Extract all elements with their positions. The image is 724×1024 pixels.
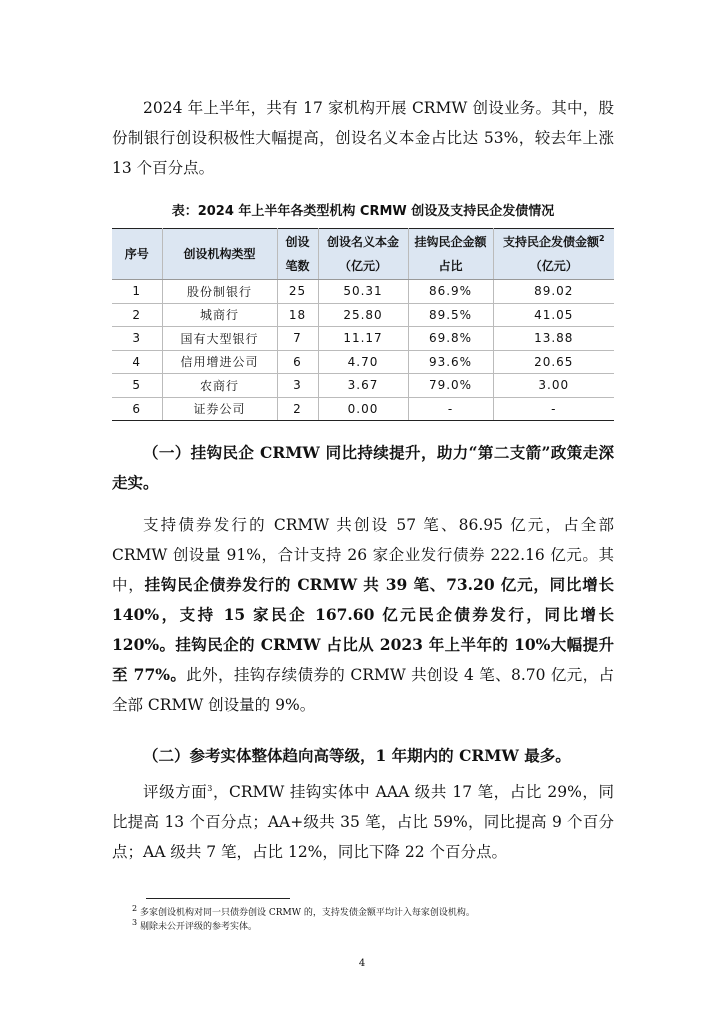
cell-count: 2 (277, 397, 318, 421)
cell-share: - (408, 397, 493, 421)
header-share: 挂钩民企金额占比 (408, 229, 493, 280)
table-row (112, 374, 614, 398)
cell-amount: - (493, 397, 614, 421)
cell-no: 5 (112, 374, 162, 398)
header-notional: 创设名义本金（亿元） (318, 229, 408, 280)
intro-paragraph: 2024 年上半年，共有 17 家机构开展 CRMW 创设业务。其中，股份制银行创设积极性大幅提高，创设名义本金占比达 53%，较去年上涨 13 个百分点。 (112, 99, 614, 177)
paragraph-2 (112, 510, 614, 720)
header-amount: 支持民企发债金额$^2$（亿元） (493, 229, 614, 280)
table-caption: 表：2024 年上半年各类型机构 CRMW 创设及支持民企发债情况 (171, 204, 555, 219)
paragraph-2-text: 支持债券发行的 CRMW 共创设 57 笔、86.95 亿元，占全部 CRMW 创设量 91%，合计支持 26 家企业发行债券 222.16 亿元。其中， (112, 516, 614, 594)
section-heading-1: （一）挂钩民企 CRMW 同比持续提升，助力“第二支箭”政策走深走实。 (112, 443, 614, 492)
cell-notional: 11.17 (318, 327, 408, 351)
paragraph-3: 评级方面$^3$，CRMW 挂钩实体中 AAA 级共 17 笔，占比 29%，同比提高 13 个百分点；AA+级共 35 笔，占比 59%，同比提高 9 个百分点；AA 级共 7 笔，占比 12%，同比下降 22 个百分点。 (112, 783, 614, 861)
cell-count: 18 (277, 303, 318, 327)
cell-count: 6 (277, 350, 318, 374)
cell-type: 股份制银行 (162, 280, 277, 304)
cell-amount: 3.00 (493, 374, 614, 398)
cell-notional: 4.70 (318, 350, 408, 374)
cell-share: 93.6% (408, 350, 493, 374)
cell-no: 2 (112, 303, 162, 327)
table-row (112, 397, 614, 421)
footnote-2: $^2$ 多家创设机构对同一只债券创设 CRMW 的，支持发债金额平均计入每家创设机构。 (132, 904, 475, 918)
cell-notional: 0.00 (318, 397, 408, 421)
footnote-ref-3: 3 (207, 783, 213, 793)
paragraph-2-tail: 此外，挂钩存续债券的 CRMW 共创设 4 笔、8.70 亿元，占全部 CRMW 创设量的 9%。 (112, 666, 614, 714)
table-header-row (112, 229, 614, 280)
cell-share: 86.9% (408, 280, 493, 304)
cell-notional: 3.67 (318, 374, 408, 398)
cell-type: 农商行 (162, 374, 277, 398)
cell-amount: 20.65 (493, 350, 614, 374)
header-no: 序号 (112, 229, 162, 280)
header-count: 创设笔数 (277, 229, 318, 280)
cell-share: 69.8% (408, 327, 493, 351)
cell-count: 3 (277, 374, 318, 398)
cell-share: 89.5% (408, 303, 493, 327)
cell-type: 证券公司 (162, 397, 277, 421)
cell-count: 7 (277, 327, 318, 351)
cell-no: 6 (112, 397, 162, 421)
footnote-3: $^3$ 剔除未公开评级的参考实体。 (132, 918, 257, 932)
table-row (112, 280, 614, 304)
footnote-ref-2: 2 (598, 234, 605, 243)
header-type: 创设机构类型 (162, 229, 277, 280)
section-heading-2: （二）参考实体整体趋向高等级，1 年期内的 CRMW 最多。 (143, 746, 571, 765)
cell-notional: 50.31 (318, 280, 408, 304)
cell-share: 79.0% (408, 374, 493, 398)
table-row (112, 303, 614, 327)
cell-amount: 89.02 (493, 280, 614, 304)
footnote-divider (146, 898, 290, 899)
cell-type: 信用增进公司 (162, 350, 277, 374)
table-body (112, 280, 614, 421)
cell-notional: 25.80 (318, 303, 408, 327)
cell-count: 25 (277, 280, 318, 304)
cell-amount: 13.88 (493, 327, 614, 351)
cell-amount: 41.05 (493, 303, 614, 327)
cell-type: 国有大型银行 (162, 327, 277, 351)
cell-type: 城商行 (162, 303, 277, 327)
cell-no: 3 (112, 327, 162, 351)
table-row (112, 327, 614, 351)
cell-no: 4 (112, 350, 162, 374)
table-row (112, 350, 614, 374)
page-number: 4 (358, 958, 366, 969)
paragraph-2-bold: 挂钩民企债券发行的 CRMW 共 39 笔、73.20 亿元，同比增长 140%，支持 15 家民企 167.60 亿元民企债券发行，同比增长 120%。挂钩民企的 CRMW 占比从 2023 年上半年的 10%大幅提升至 77%。 (112, 575, 614, 684)
crmw-table (112, 228, 614, 421)
cell-no: 1 (112, 280, 162, 304)
